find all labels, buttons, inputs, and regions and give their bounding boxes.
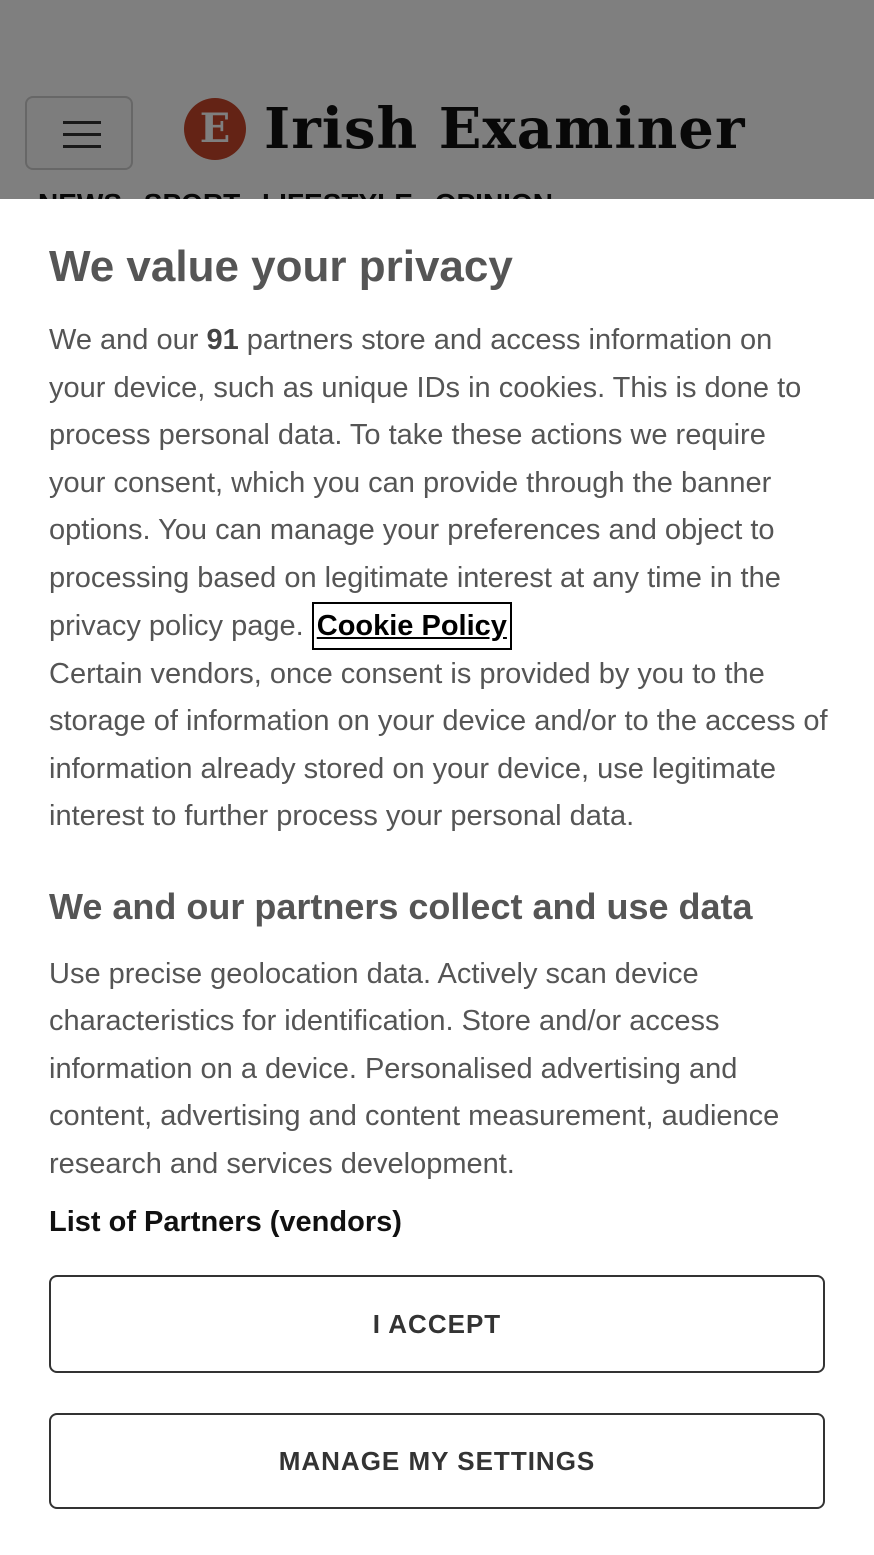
- consent-title: We value your privacy: [49, 242, 513, 291]
- partners-list-link[interactable]: List of Partners (vendors): [49, 1206, 402, 1238]
- section-title: We and our partners collect and use data: [49, 885, 753, 927]
- consent-intro: [49, 317, 829, 841]
- manage-settings-button[interactable]: MANAGE MY SETTINGS: [49, 1413, 825, 1509]
- partner-count: 91: [206, 324, 239, 356]
- intro-post: partners store and access information on your device, such as unique IDs in cookies. This is done to process personal data. To take these actions we require your consent, which you can provide through the banner options. You can manage your preferences and object to processing based on legitimate interest at any time in the privacy policy page.: [49, 324, 802, 642]
- consent-dialog: [0, 199, 874, 1555]
- accept-button[interactable]: I ACCEPT: [49, 1275, 825, 1373]
- vendors-text: Certain vendors, once consent is provided by you to the storage of information on your device and/or to the access of information already stored on your device, use legitimate interest to further process your personal data.: [49, 657, 828, 832]
- cookie-policy-link[interactable]: Cookie Policy: [312, 602, 512, 650]
- intro-pre: We and our: [49, 324, 207, 356]
- purposes-text: Use precise geolocation data. Actively scan device characteristics for identification. Store and/or access information on a device. Personalised advertising and content, advertising and content measurement, audience research and services development.: [49, 957, 780, 1180]
- modal-backdrop: [0, 0, 874, 200]
